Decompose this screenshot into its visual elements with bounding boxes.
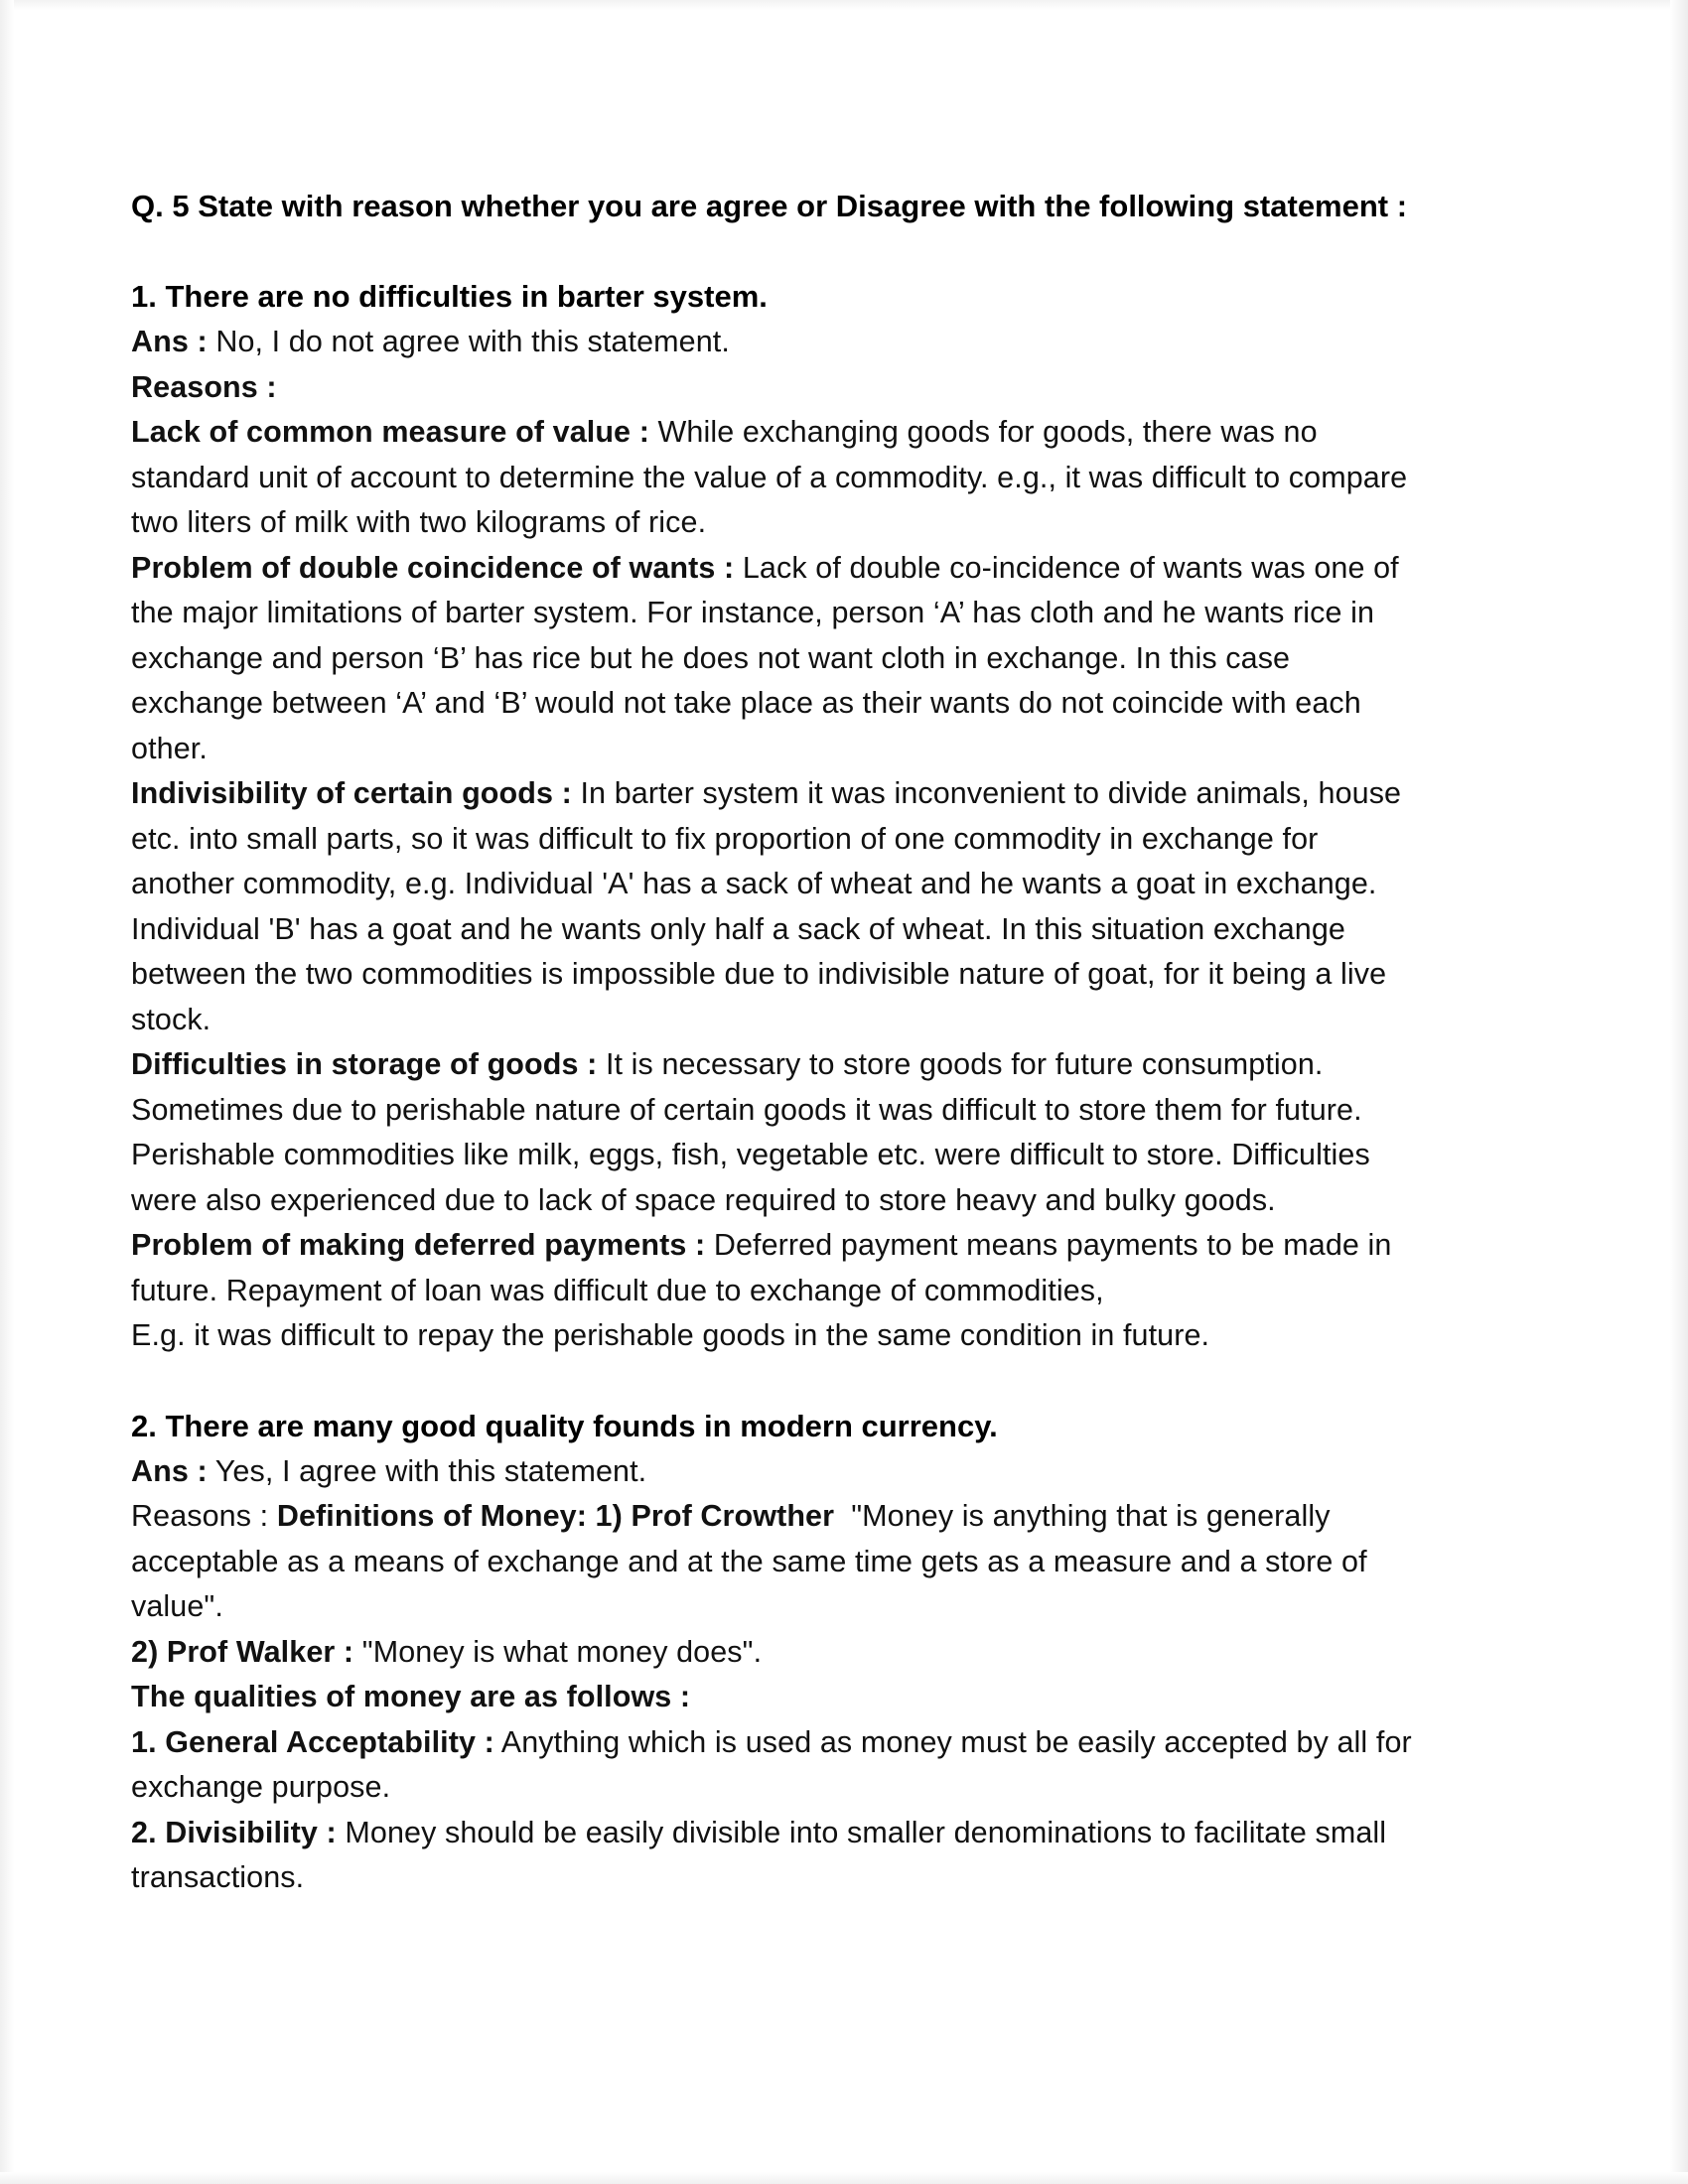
ans-text-2: Yes, I agree with this statement. [207, 1453, 647, 1488]
reason-lead-2: Problem of double coincidence of wants : [131, 550, 735, 585]
definitions-of-money [131, 1494, 1422, 1630]
reason-lead-4: Difficulties in storage of goods : [131, 1047, 598, 1081]
definition-crowther-lead: Definitions of Money: 1) Prof Crowther [276, 1499, 835, 1533]
quality-body-2: Money should be easily divisible into smaller denominations to facilitate small transactions. [131, 1815, 1395, 1894]
scan-edge-top [0, 0, 1688, 10]
reason-body-1: While exchanging goods for goods, there was no standard unit of account to determine the value of a commodity. e.g., it was difficult to compare two liters of milk with two kilograms of rice. [131, 415, 1416, 539]
spacer [131, 1359, 1422, 1404]
reason-lack-of-common-measure [131, 410, 1422, 546]
spacer [131, 229, 1422, 274]
ans-label-2: Ans : [131, 1453, 208, 1488]
quality-lead-2: 2. Divisibility : [131, 1815, 337, 1849]
scan-edge-right [1670, 0, 1688, 2184]
reason-deferred-payments [131, 1223, 1422, 1313]
statement-1-title: 1. There are no difficulties in barter system. [131, 279, 768, 314]
quality-body-1: Anything which is used as money must be easily accepted by all for exchange purpose. [131, 1724, 1421, 1804]
statement-item-1 [131, 274, 1422, 1359]
quality-general-acceptability [131, 1720, 1422, 1811]
reason-storage-difficulties [131, 1042, 1422, 1223]
ans-label-1: Ans : [131, 325, 208, 358]
definition-crowther-body: "Money is anything that is generally acceptable as a means of exchange and at the same time gets as a measure and a store of value". [131, 1499, 1376, 1623]
qualities-heading: The qualities of money are as follows : [131, 1680, 691, 1713]
definition-walker [131, 1630, 1422, 1676]
reason-lead-1: Lack of common measure of value : [131, 415, 649, 449]
statement-1-answer [131, 320, 1422, 365]
document-body [131, 184, 1422, 1901]
definition-walker-body: "Money is what money does". [353, 1634, 763, 1669]
reason-body-4: It is necessary to store goods for future consumption. Sometimes due to perishable nature of certain goods it was difficult to store them for future. Perishable commodities like milk, eggs, fish, vegetable etc. were difficult to store. Difficulties were also experienced due to lack of space required to store heavy and bulky goods. [131, 1047, 1379, 1217]
definition-walker-lead: 2) Prof Walker : [131, 1634, 354, 1669]
scan-edge-left [0, 0, 14, 2184]
question-heading: Q. 5 State with reason whether you are agree or Disagree with the following statement : [131, 189, 1408, 223]
ans-text-1: No, I do not agree with this statement. [207, 325, 730, 358]
reason-indivisibility [131, 771, 1422, 1042]
scan-edge-bottom [0, 2172, 1688, 2184]
reason-double-coincidence [131, 546, 1422, 772]
reason-body-5: Deferred payment means payments to be made in future. Repayment of loan was difficult due to exchange of commodities, [131, 1228, 1401, 1307]
reason-lead-5: Problem of making deferred payments : [131, 1228, 706, 1262]
reason-lead-3: Indivisibility of certain goods : [131, 776, 572, 810]
reasons-prefix-2: Reasons : [131, 1499, 277, 1533]
statement-2-answer [131, 1449, 1422, 1495]
quality-divisibility [131, 1811, 1422, 1901]
quality-lead-1: 1. General Acceptability : [131, 1724, 494, 1759]
statement-2-title: 2. There are many good quality founds in modern currency. [131, 1408, 998, 1443]
reason-body-2: Lack of double co-incidence of wants was one of the major limitations of barter system. For instance, person ‘A’ has cloth and he wants rice in exchange and person ‘B’ has rice but he does not want cloth in exchange. In this case exchange between ‘A’ and ‘B’ would not take place as their wants do not coincide with each other. [131, 550, 1408, 765]
reason-body-3: In barter system it was inconvenient to divide animals, house etc. into small parts, so it was difficult to fix proportion of one commodity in exchange for another commodity, e.g. Individual 'A' has a sack of wheat and he wants a goat in exchange. Individual 'B' has a goat and he wants only half a sack of wheat. In this situation exchange between the two commodities is impossible due to indivisible nature of goat, for it being a live stock. [131, 776, 1410, 1036]
reasons-label-1: Reasons : [131, 369, 277, 404]
statement-1-closing-line: E.g. it was difficult to repay the perishable goods in the same condition in future. [131, 1318, 1210, 1352]
statement-item-2 [131, 1404, 1422, 1901]
